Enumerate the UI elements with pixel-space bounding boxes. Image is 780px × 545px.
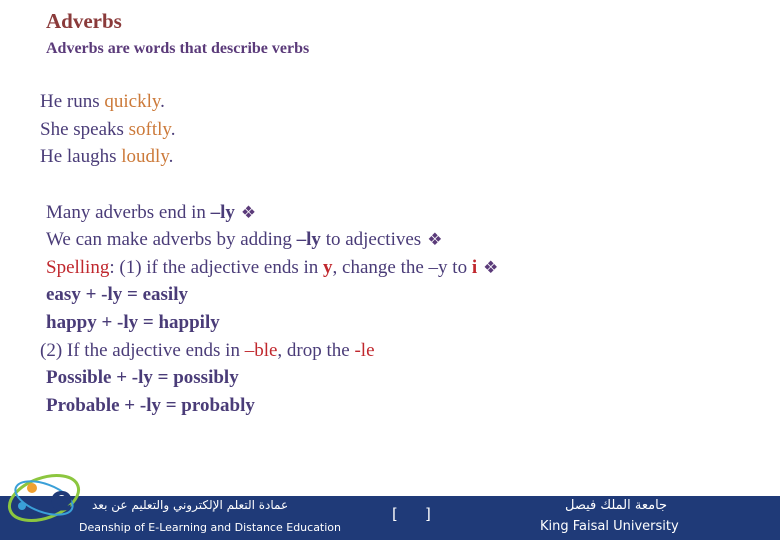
rule-line-7: Possible + -ly = possibly bbox=[46, 367, 239, 388]
rule-line-1 bbox=[46, 201, 256, 224]
svg-text:e: e bbox=[50, 479, 74, 519]
example-sentence bbox=[40, 90, 165, 113]
suffix-le: -le bbox=[354, 340, 375, 361]
rule-line-5: happy + -ly = happily bbox=[46, 312, 220, 333]
letter-i: i bbox=[471, 257, 478, 278]
deanship-arabic-name: عمادة التعلم الإلكتروني والتعليم عن بعد bbox=[92, 498, 289, 512]
example-subject-verb: He runs bbox=[40, 91, 105, 112]
diamond-bullet-icon: ❖ bbox=[240, 203, 257, 222]
rule-suffix: –ly bbox=[296, 229, 321, 250]
rule-line-2 bbox=[46, 228, 442, 251]
rule-line-4: easy + -ly = easily bbox=[46, 284, 188, 305]
bracket-open: [ bbox=[392, 505, 398, 523]
example-sentence bbox=[40, 145, 173, 168]
example-end: . bbox=[170, 119, 176, 140]
rule-text: , change the –y to bbox=[332, 257, 472, 278]
rule-text: , drop the bbox=[277, 340, 355, 361]
rule-text: We can make adverbs by adding bbox=[46, 229, 297, 250]
rule-text: (2) If the adjective ends in bbox=[40, 340, 245, 361]
rule-suffix: –ly bbox=[210, 202, 235, 223]
example-subject-verb: She speaks bbox=[40, 119, 129, 140]
rule-text-rest: to adjectives bbox=[320, 229, 422, 250]
slide-title: Adverbs bbox=[46, 9, 122, 33]
rule-line-6 bbox=[40, 339, 375, 362]
university-english-name: King Faisal University bbox=[540, 519, 679, 534]
example-end: . bbox=[160, 91, 165, 112]
example-sentence bbox=[40, 118, 175, 141]
example-subject-verb: He laughs bbox=[40, 146, 122, 167]
rule-text: Many adverbs end in bbox=[46, 202, 211, 223]
example-adverb: softly bbox=[128, 119, 171, 140]
slide-subtitle: Adverbs are words that describe verbs bbox=[46, 40, 310, 57]
university-arabic-name: جامعة الملك فيصل bbox=[565, 498, 668, 513]
bracket-close: ] bbox=[425, 505, 431, 523]
deanship-english-name: Deanship of E-Learning and Distance Education bbox=[79, 521, 342, 534]
diamond-bullet-icon: ❖ bbox=[483, 258, 499, 277]
rule-line-3 bbox=[46, 256, 498, 279]
example-end: . bbox=[168, 146, 174, 167]
spelling-label: Spelling bbox=[46, 257, 110, 278]
e-learning-logo-icon bbox=[2, 462, 88, 540]
example-adverb: quickly bbox=[104, 91, 161, 112]
example-adverb: loudly bbox=[121, 146, 169, 167]
rule-text: : (1) if the adjective ends in bbox=[109, 257, 324, 278]
diamond-bullet-icon: ❖ bbox=[427, 230, 443, 249]
rule-line-8: Probable + -ly = probably bbox=[46, 395, 255, 416]
letter-y: y bbox=[323, 257, 333, 278]
suffix-ble: –ble bbox=[244, 340, 278, 361]
